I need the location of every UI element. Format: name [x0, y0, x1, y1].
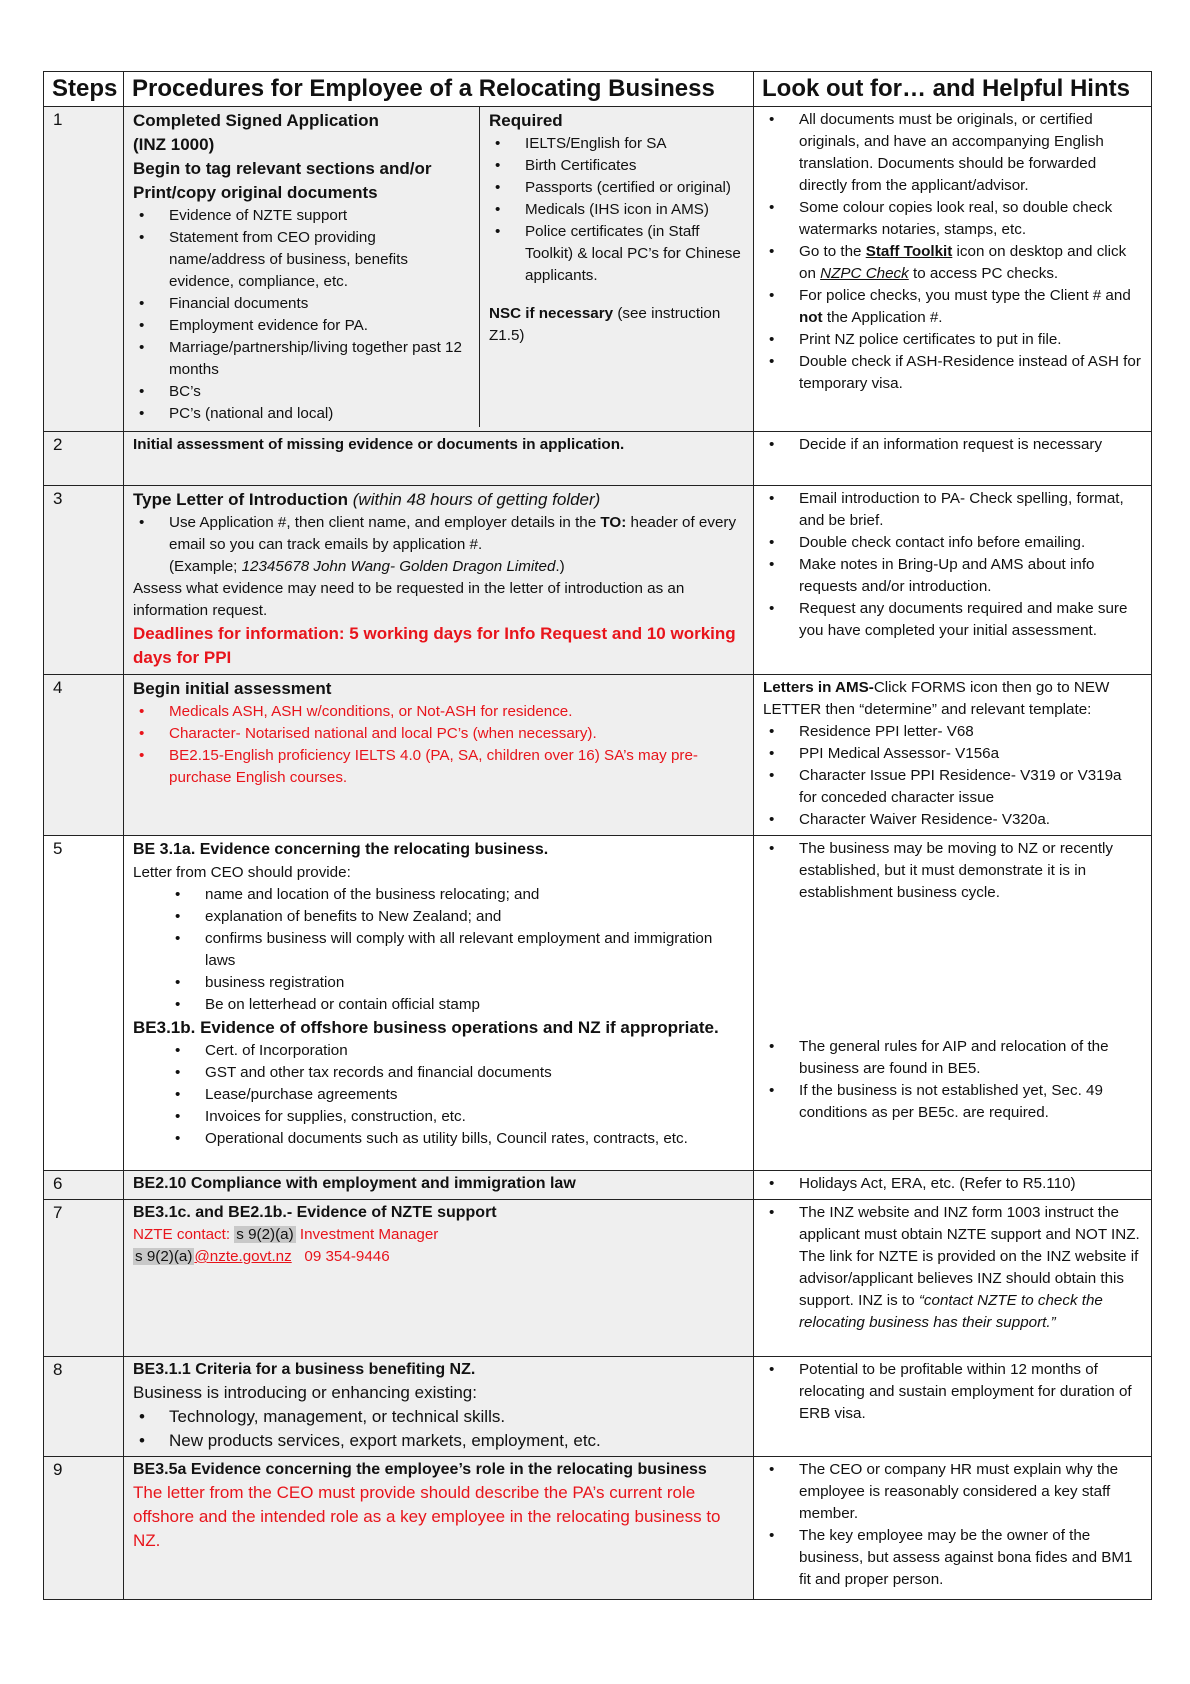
list-item: [133, 512, 745, 578]
procedure-cell: [124, 107, 754, 432]
row3-title: Type Letter of Introduction: [133, 490, 349, 510]
list-item: • Birth Certificates: [489, 155, 745, 177]
list-item: [763, 241, 1143, 285]
list-item: [763, 285, 1143, 329]
procedure-cell: [124, 486, 754, 675]
step-number: 5: [44, 836, 124, 1170]
list-item: • Double check if ASH-Residence instead of ASH for temporary visa.: [763, 351, 1143, 395]
step-number: 2: [44, 432, 124, 486]
row1-title3: Begin to tag relevant sections and/or Print/copy original documents: [133, 159, 432, 203]
hints-cell: [754, 1199, 1152, 1356]
list-item: • Employment evidence for PA.: [133, 315, 471, 337]
header-row: [44, 72, 1152, 107]
list-item: • Police certificates (in Staff Toolkit) & local PC’s for Chinese applicants.: [489, 221, 745, 287]
example-italic: 12345678 John Wang- Golden Dragon Limited: [241, 558, 556, 576]
procedure-cell: [124, 1199, 754, 1356]
example-text: .): [555, 558, 565, 576]
procedures-table: [43, 71, 1152, 1600]
nsc-rest: (see instruction Z1.5): [489, 305, 721, 345]
list-item: • IELTS/English for SA: [489, 133, 745, 155]
nzte-email-link[interactable]: @nzte.govt.nz: [194, 1247, 292, 1265]
hints-cell: [754, 107, 1152, 432]
row8-intro: Business is introducing or enhancing existing:: [133, 1382, 477, 1402]
hints-cell: [754, 836, 1152, 1170]
list-item: • Residence PPI letter- V68: [763, 721, 1143, 743]
step-number: 6: [44, 1170, 124, 1199]
row1-title2: (INZ 1000): [133, 135, 215, 155]
list-item: • Print NZ police certificates to put in file.: [763, 329, 1143, 351]
hint-text: Go to the: [799, 243, 866, 261]
hint-bold: Letters in AMS-: [763, 679, 874, 697]
list-item: • Passports (certified or original): [489, 177, 745, 199]
hint-text: For police checks, you must type the Client # and: [799, 287, 1131, 305]
list-item: • PPI Medical Assessor- V156a: [763, 743, 1143, 765]
table-row: [44, 1457, 1152, 1600]
nzpc-check-link[interactable]: NZPC Check: [820, 265, 909, 283]
list-item: • Holidays Act, ERA, etc. (Refer to R5.110): [763, 1173, 1143, 1195]
hints-cell: [754, 432, 1152, 486]
list-item: • Character Waiver Residence- V320a.: [763, 809, 1143, 831]
list-item: • New products services, export markets, employment, etc.: [133, 1429, 745, 1453]
list-item: • Some colour copies look real, so double check watermarks notaries, stamps, etc.: [763, 197, 1143, 241]
row1-hints: [763, 109, 1143, 395]
hints-cell: [754, 1170, 1152, 1199]
hint-bold: not: [799, 309, 823, 327]
list-item: • Financial documents: [133, 293, 471, 315]
hint-text: Click FORMS icon then go to NEW LETTER then “determine” and relevant template:: [763, 679, 1110, 719]
row5-intro: Letter from CEO should provide:: [133, 864, 351, 882]
step-number: 3: [44, 486, 124, 675]
list-item: • BC’s: [133, 381, 471, 403]
row5-title-a: BE 3.1a. Evidence concerning the relocating business.: [133, 841, 549, 859]
procedure-cell: [124, 675, 754, 836]
redaction-box: s 9(2)(a): [135, 1247, 193, 1265]
list-item: • The business may be moving to NZ or recently established, but it must demonstrate it is in establishment business cycle.: [763, 838, 1143, 904]
list-item: • The CEO or company HR must explain why the employee is reasonably considered a key staff member.: [763, 1459, 1143, 1525]
list-item: • Character- Notarised national and local PC’s (when necessary).: [133, 723, 745, 745]
required-label: Required: [489, 111, 563, 131]
table-row: [44, 107, 1152, 432]
list-item: • PC’s (national and local): [133, 403, 471, 425]
hints-cell: [754, 1356, 1152, 1456]
hints-cell: [754, 486, 1152, 675]
list-item: • name and location of the business relocating; and: [133, 884, 745, 906]
row1-items: [133, 205, 471, 425]
list-item: • GST and other tax records and financial documents: [133, 1062, 745, 1084]
list-item: • Potential to be profitable within 12 months of relocating and sustain employment for duration of ERB visa.: [763, 1359, 1143, 1425]
row4-title: Begin initial assessment: [133, 679, 332, 699]
hint-text: icon on desktop and click on: [799, 243, 1127, 283]
staff-toolkit-link[interactable]: Staff Toolkit: [865, 243, 953, 261]
hint-text: the Application #.: [822, 309, 943, 327]
list-item: • Decide if an information request is necessary: [763, 434, 1143, 456]
list-item: • Statement from CEO providing name/address of business, benefits evidence, compliance, etc.: [133, 227, 471, 293]
nzte-contact-label: NZTE contact:: [133, 1225, 235, 1243]
list-item: • business registration: [133, 972, 745, 994]
header-steps: Steps: [44, 72, 124, 107]
list-item: • Operational documents such as utility bills, Council rates, contracts, etc.: [133, 1128, 745, 1150]
table-row: [44, 432, 1152, 486]
row7-title: BE3.1c. and BE2.1b.- Evidence of NZTE support: [133, 1203, 497, 1221]
list-item: • Technology, management, or technical skills.: [133, 1405, 745, 1429]
procedure-cell: [124, 836, 754, 1170]
header-hints: Look out for… and Helpful Hints: [754, 72, 1152, 107]
list-item: • BE2.15-English proficiency IELTS 4.0 (PA, SA, children over 16) SA’s may pre-purchase English courses.: [133, 745, 745, 789]
row9-title: BE3.5a Evidence concerning the employee’s role in the relocating business: [133, 1461, 707, 1479]
step-number: 8: [44, 1356, 124, 1456]
list-item: • Character Issue PPI Residence- V319 or V319a for conceded character issue: [763, 765, 1143, 809]
example-text: (Example;: [169, 558, 242, 576]
row3-assess: Assess what evidence may need to be requested in the letter of introduction as an information request.: [133, 580, 685, 620]
hint-text: to access PC checks.: [908, 265, 1059, 283]
list-item: • Invoices for supplies, construction, etc.: [133, 1106, 745, 1128]
list-item: • explanation of benefits to New Zealand; and: [133, 906, 745, 928]
row3-title-italic: (within 48 hours of getting folder): [352, 490, 601, 510]
list-item: • The general rules for AIP and relocation of the business are found in BE5.: [763, 1036, 1143, 1080]
list-item: • If the business is not established yet, Sec. 49 conditions as per BE5c. are required.: [763, 1080, 1143, 1124]
step-number: 1: [44, 107, 124, 432]
row9-body: The letter from the CEO must provide should describe the PA’s current role offshore and the intended role as a key employee in the relocating business to NZ.: [133, 1483, 721, 1551]
table-row: [44, 836, 1152, 1170]
row1-title1: Completed Signed Application: [133, 111, 379, 131]
step-number: 4: [44, 675, 124, 836]
step-number: 7: [44, 1199, 124, 1356]
table-row: [44, 486, 1152, 675]
nzte-phone: 09 354-9446: [304, 1247, 390, 1265]
required-items: [489, 133, 745, 287]
header-procedures: Procedures for Employee of a Relocating Business: [124, 72, 754, 107]
item-text: header of every email so you can track emails by application #.: [169, 514, 737, 554]
procedure-cell: [124, 1457, 754, 1600]
hint-italic: “contact NZTE to check the relocating business has their support.”: [799, 1291, 1103, 1331]
row2-title: Initial assessment of missing evidence or documents in application.: [124, 432, 754, 486]
list-item: • Double check contact info before emailing.: [763, 532, 1143, 554]
item-bold: TO:: [600, 514, 627, 532]
item-text: Use Application #, then client name, and employer details in the: [169, 514, 601, 532]
redaction-box: s 9(2)(a): [236, 1225, 294, 1243]
nsc-note: [489, 303, 745, 347]
list-item: • All documents must be originals, or certified originals, and have an accompanying English translation. Documents should be forwarded directly from the applicant/advisor.: [763, 109, 1143, 197]
hint-text: The INZ website and INZ form 1003 instruct the applicant must obtain NZTE support and NOT INZ. The link for NZTE is provided on the INZ website if advisor/applicant believes INZ should obtain this support. INZ is to: [799, 1203, 1140, 1309]
list-item: • Medicals (IHS icon in AMS): [489, 199, 745, 221]
list-item: [763, 1202, 1143, 1334]
procedure-cell: [124, 1356, 754, 1456]
hints-cell: [754, 1457, 1152, 1600]
list-item: • Be on letterhead or contain official stamp: [133, 994, 745, 1016]
row3-deadline: Deadlines for information: 5 working days for Info Request and 10 working days for PPI: [133, 624, 736, 668]
hints-cell: [754, 675, 1152, 836]
list-item: • The key employee may be the owner of the business, but assess against bona fides and BM1 fit and proper person.: [763, 1525, 1143, 1591]
table-row: [44, 1170, 1152, 1199]
table-row: [44, 1199, 1152, 1356]
row5-title-b: BE3.1b. Evidence of offshore business operations and NZ if appropriate.: [133, 1018, 719, 1038]
table-row: [44, 675, 1152, 836]
list-item: • Email introduction to PA- Check spelling, format, and be brief.: [763, 488, 1143, 532]
list-item: • Evidence of NZTE support: [133, 205, 471, 227]
list-item: • Lease/purchase agreements: [133, 1084, 745, 1106]
list-item: • Medicals ASH, ASH w/conditions, or Not-ASH for residence.: [133, 701, 745, 723]
nsc-bold: NSC if necessary: [489, 305, 614, 323]
list-item: • Request any documents required and make sure you have completed your initial assessment.: [763, 598, 1143, 642]
contact-role: Investment Manager: [295, 1225, 439, 1243]
list-item: • confirms business will comply with all relevant employment and immigration laws: [133, 928, 745, 972]
step-number: 9: [44, 1457, 124, 1600]
table-row: [44, 1356, 1152, 1456]
list-item: • Cert. of Incorporation: [133, 1040, 745, 1062]
row6-title: BE2.10 Compliance with employment and immigration law: [124, 1170, 754, 1199]
row8-title: BE3.1.1 Criteria for a business benefiting NZ.: [133, 1360, 476, 1378]
list-item: • Marriage/partnership/living together past 12 months: [133, 337, 471, 381]
list-item: • Make notes in Bring-Up and AMS about info requests and/or introduction.: [763, 554, 1143, 598]
